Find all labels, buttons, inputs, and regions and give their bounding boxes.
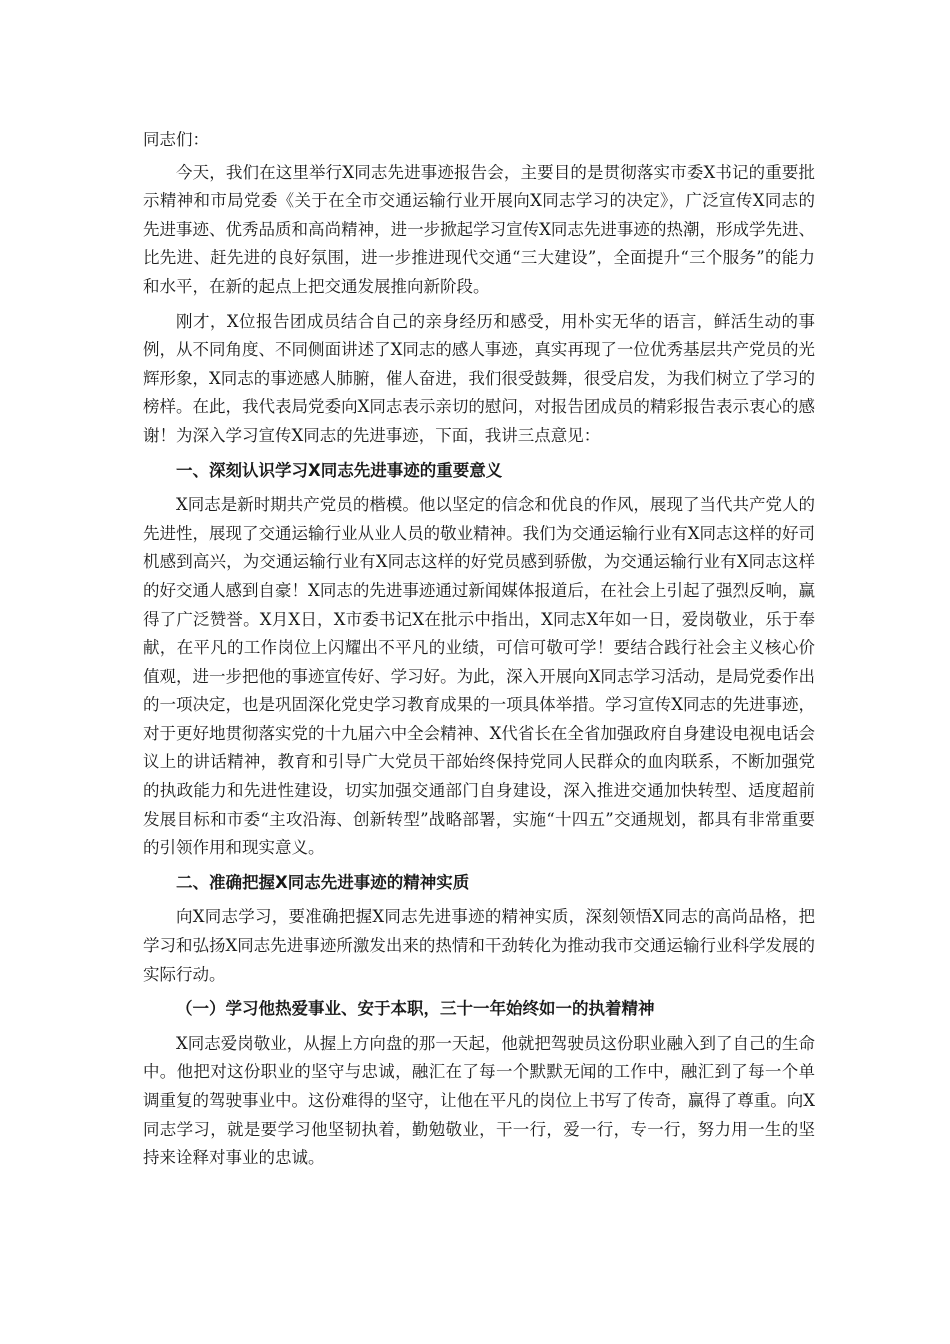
subsection-heading-1: （一）学习他热爱事业、安于本职，三十一年始终如一的执着精神 <box>176 999 655 1019</box>
section-heading-2: 二、准确把握X同志先进事迹的精神实质 <box>176 872 470 892</box>
paragraph-thanks: 刚才，X位报告团成员结合自己的亲身经历和感受，用朴实无华的语言，鲜活生动的事例，从不同角度、不同侧面讲述了X同志的感人事迹，真实再现了一位优秀基层共产党员的光辉形象，X同志的事迹感人肺腑，催人奋进，我们很受鼓舞，很受启发，为我们树立了学习的榜样。在此，我代表局党委向X同志表示亲切的慰问，对报告团成员的精彩报告表示衷心的感谢！为深入学习宣传X同志的先进事迹，下面，我讲三点意见： <box>143 311 815 445</box>
paragraph-significance: X同志是新时期共产党员的楷模。他以坚定的信念和优良的作风，展现了当代共产党人的先进性，展现了交通运输行业从业人员的敬业精神。我们为交通运输行业有X同志这样的好司机感到高兴，为交通运输行业有X同志这样的好党员感到骄傲，为交通运输行业有X同志这样的好交通人感到自豪！X同志的先进事迹通过新闻媒体报道后，在社会上引起了强烈反响，赢得了广泛赞誉。X月X日，X市委书记X在批示中指出，X同志X年如一日，爱岗敬业，乐于奉献，在平凡的工作岗位上闪耀出不平凡的业绩，可信可敬可学！要结合践行社会主义核心价值观，进一步把他的事迹宣传好、学习好。为此，深入开展向X同志学习活动，是局党委作出的一项决定，也是巩固深化党史学习教育成果的一项具体举措。学习宣传X同志的先进事迹，对于更好地贯彻落实党的十九届六中全会精神、X代省长在全省加强政府自身建设电视电话会议上的讲话精神，教育和引导广大党员干部始终保持党同人民群众的血肉联系，不断加强党的执政能力和先进性建设，切实加强交通部门自身建设，深入推进交通加快转型、适度超前发展目标和市委“主攻沿海、创新转型”战略部署，实施“十四五”交通规划，都具有非常重要的引领作用和现实意义。 <box>143 495 815 858</box>
paragraph-dedication: X同志爱岗敬业，从握上方向盘的那一天起，他就把驾驶员这份职业融入到了自己的生命中。他把对这份职业的坚守与忠诚，融汇在了每一个默默无闻的工作中，融汇到了每一个单调重复的驾驶事业中。这份难得的坚守，让他在平凡的岗位上书写了传奇，赢得了尊重。向X同志学习，就是要学习他坚韧执着，勤勉敬业，干一行，爱一行，专一行，努力用一生的坚持来诠释对事业的忠诚。 <box>143 1033 815 1168</box>
document-page <box>143 126 815 1179</box>
paragraph-essence: 向X同志学习，要准确把握X同志先进事迹的精神实质，深刻领悟X同志的高尚品格，把学习和弘扬X同志先进事迹所激发出来的热情和干劲转化为推动我市交通运输行业科学发展的实际行动。 <box>143 907 815 984</box>
paragraph-intro: 今天，我们在这里举行X同志先进事迹报告会，主要目的是贯彻落实市委X书记的重要批示精神和市局党委《关于在全市交通运输行业开展向X同志学习的决定》，广泛宣传X同志的先进事迹、优秀品质和高尚精神，进一步掀起学习宣传X同志先进事迹的热潮，形成学先进、比先进、赶先进的良好氛围，进一步推进现代交通“三大建设”，全面提升“三个服务”的能力和水平，在新的起点上把交通发展推向新阶段。 <box>143 162 815 296</box>
salutation: 同志们： <box>143 130 209 149</box>
section-heading-1: 一、深刻认识学习X同志先进事迹的重要意义 <box>176 460 503 480</box>
